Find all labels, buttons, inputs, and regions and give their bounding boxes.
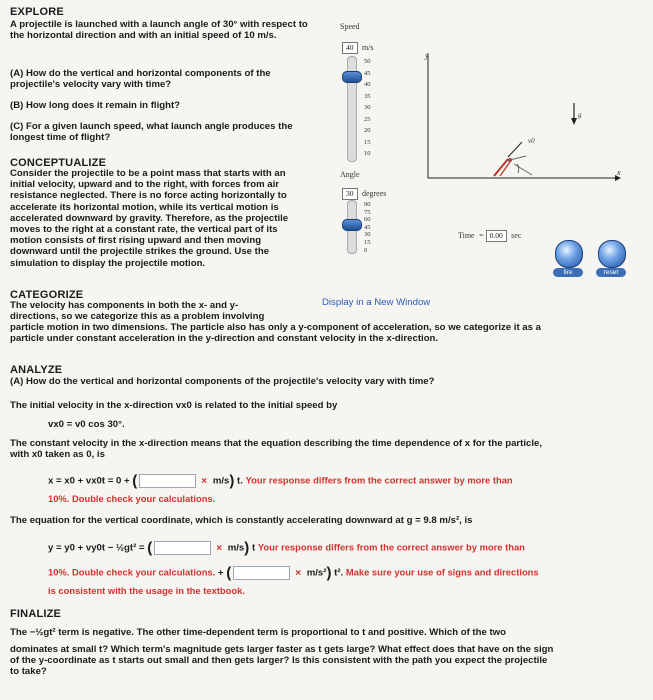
eq3-row: y = y0 + vy0t − ½gt² = ( × m/s) t Your response differs from the correct answer by more than — [48, 539, 525, 557]
speed-tick: 20 — [364, 127, 371, 134]
analyze-eq1: vx0 = v0 cos 30°. — [48, 419, 125, 430]
finalize-heading: FINALIZE — [10, 608, 62, 620]
finalize-line1b: term is negative. The other time-dependent term is proportional to t and positive. Which of the two — [58, 627, 507, 638]
speed-tick: 35 — [364, 92, 371, 100]
feedback-3: Make sure your use of signs and directions — [345, 566, 539, 578]
finalize-line1 — [10, 627, 506, 638]
finalize-term: −½gt² — [29, 627, 56, 638]
incorrect-icon: × — [295, 567, 302, 579]
explore-heading: EXPLORE — [10, 6, 64, 18]
eq2-t: t. — [237, 475, 243, 487]
angle-tick: 0 — [364, 246, 368, 254]
speed-tick: 30 — [364, 104, 371, 111]
analyze-p1: The initial velocity in the x-direction vx0 is related to the initial speed by — [10, 400, 338, 411]
categorize-line1: The velocity has components in both the x- and y- — [10, 300, 239, 311]
speed-tick: 40 — [364, 81, 371, 88]
finalize-line4: to take? — [10, 666, 47, 677]
trajectory-plot — [400, 48, 640, 223]
feedback-1b: 10%. Double check your calculations. — [48, 493, 216, 504]
analyze-p2b: with x0 taken as 0, is — [10, 449, 105, 460]
finalize-line3: of the y-coordinate as t starts out small and then gets larger? Is this consistent with the path you expect the projectile — [10, 655, 548, 666]
y-axis-label: y — [425, 51, 429, 60]
angle-value: 30 — [342, 188, 358, 200]
fire-button-label[interactable]: fire — [553, 268, 583, 277]
feedback-3b: is consistent with the usage in the textbook. — [48, 585, 245, 596]
gravity-arrowhead — [571, 118, 577, 125]
angle-label: Angle — [340, 170, 360, 179]
simulation-panel — [330, 18, 640, 280]
categorize-line2: directions, so we categorize this as a problem involving — [10, 311, 265, 322]
eq3-t2: t². — [334, 567, 344, 579]
categorize-line4: particle under constant acceleration in the y-direction and constant velocity in the x-direction. — [10, 333, 439, 344]
time-value: 0.00 — [486, 230, 507, 242]
conceptualize-body: Consider the projectile to be a point mass that starts with an initial velocity, upward and to the right, with forces from air resistance neglected. There is no force acting horizontally to accelerate its horizontal motion, while its vertical motion is accelerated downward by gravity. Therefore, as the projectile moves to the right at a constant rate, the vertical part of its motion consists of first rising upward and then moving downward until the projectile strikes the ground. Use the simulation to display the projectile motion. — [10, 168, 289, 269]
question-c: (C) For a given launch speed, what launch angle produces the longest time of flight? — [10, 121, 293, 144]
reset-button-label[interactable]: reset — [596, 268, 626, 277]
vx0-input[interactable] — [139, 474, 196, 488]
speed-tick: 10 — [364, 150, 371, 157]
categorize-line3: particle motion in two dimensions. The particle also has only a y-component of acceleration, so we categorize it as a — [10, 322, 541, 333]
eq3-plus: + — [217, 567, 224, 579]
speed-tick: 50 — [364, 58, 371, 65]
eq3-left: y = y0 + vy0t − ½gt² = — [48, 542, 145, 554]
angle-tick: 90 — [364, 201, 371, 208]
angle-slider-knob[interactable] — [342, 219, 362, 231]
feedback-2b: 10%. Double check your calculations. — [48, 566, 216, 578]
eq2-row: x = x0 + vx0t = 0 + ( × m/s) t. Your response differs from the correct answer by more than — [48, 472, 513, 490]
feedback-2: Your response differs from the correct answer by more than — [257, 541, 525, 553]
eq3-unit: m/s — [227, 542, 245, 554]
angle-tick: 60 — [364, 216, 371, 224]
feedback-1: Your response differs from the correct answer by more than — [245, 474, 513, 486]
analyze-heading: ANALYZE — [10, 364, 63, 376]
question-a: (A) How do the vertical and horizontal components of the projectile's velocity vary with time? — [10, 68, 271, 91]
vy0-input[interactable] — [154, 541, 211, 555]
categorize-heading: CATEGORIZE — [10, 289, 84, 301]
fire-button[interactable] — [555, 240, 583, 268]
question-b: (B) How long does it remain in flight? — [10, 100, 181, 111]
v0-label: v0 — [528, 137, 535, 145]
time-label: Time — [458, 231, 475, 240]
analyze-p2a: The constant velocity in the x-direction means that the equation describing the time dependence of x for the particle, — [10, 438, 543, 449]
speed-readout — [342, 37, 374, 55]
launcher-icon — [494, 156, 532, 176]
eq3b-row: 10%. Double check your calculations. + ( × m/s²) t². Make sure your use of signs and directions — [48, 564, 539, 582]
speed-tick: 25 — [364, 115, 371, 123]
finalize-line2: dominates at small t? Which term's magnitude gets larger faster as t gets large? What effect does that have on the sign — [10, 644, 554, 655]
gravity-label: g — [578, 111, 582, 119]
explore-intro: A projectile is launched with a launch angle of 30° with respect to the horizontal direction and with an initial speed of 10 m/s. — [10, 19, 308, 42]
eq3-t: t — [251, 542, 256, 554]
reset-button[interactable] — [598, 240, 626, 268]
analyze-p3: The equation for the vertical coordinate, which is constantly accelerating downward at g = 9.8 m/s², is — [10, 515, 473, 526]
angle-tick: 30 — [364, 231, 371, 239]
speed-value: 40 — [342, 42, 358, 54]
angle-tick: 45 — [364, 223, 371, 231]
speed-tick: 45 — [364, 69, 371, 77]
display-new-window-link[interactable]: Display in a New Window — [322, 297, 431, 308]
angle-tick: 15 — [364, 239, 371, 246]
speed-slider-knob[interactable] — [342, 71, 362, 83]
analyze-question: (A) How do the vertical and horizontal components of the projectile's velocity vary with time? — [10, 376, 435, 387]
half-g-input[interactable] — [233, 566, 290, 580]
speed-label: Speed — [340, 22, 360, 31]
time-readout: Time = 0.00 sec — [458, 231, 522, 240]
eq2-unit: m/s — [212, 475, 230, 487]
angle-tick: 75 — [364, 208, 371, 216]
speed-unit: m/s — [361, 43, 374, 52]
angle-unit: degrees — [361, 189, 387, 198]
eq2-left: x = x0 + vx0t = 0 + — [48, 475, 130, 487]
eq3-unit2: m/s² — [306, 567, 327, 579]
time-unit: sec — [511, 231, 522, 240]
incorrect-icon: × — [216, 542, 223, 554]
angle-readout — [342, 183, 386, 201]
conceptualize-heading: CONCEPTUALIZE — [10, 157, 107, 169]
finalize-the: The — [10, 627, 28, 638]
v0-arrow — [508, 142, 522, 157]
x-axis-label: x — [617, 168, 621, 177]
speed-tick: 15 — [364, 138, 371, 146]
incorrect-icon: × — [201, 475, 208, 487]
